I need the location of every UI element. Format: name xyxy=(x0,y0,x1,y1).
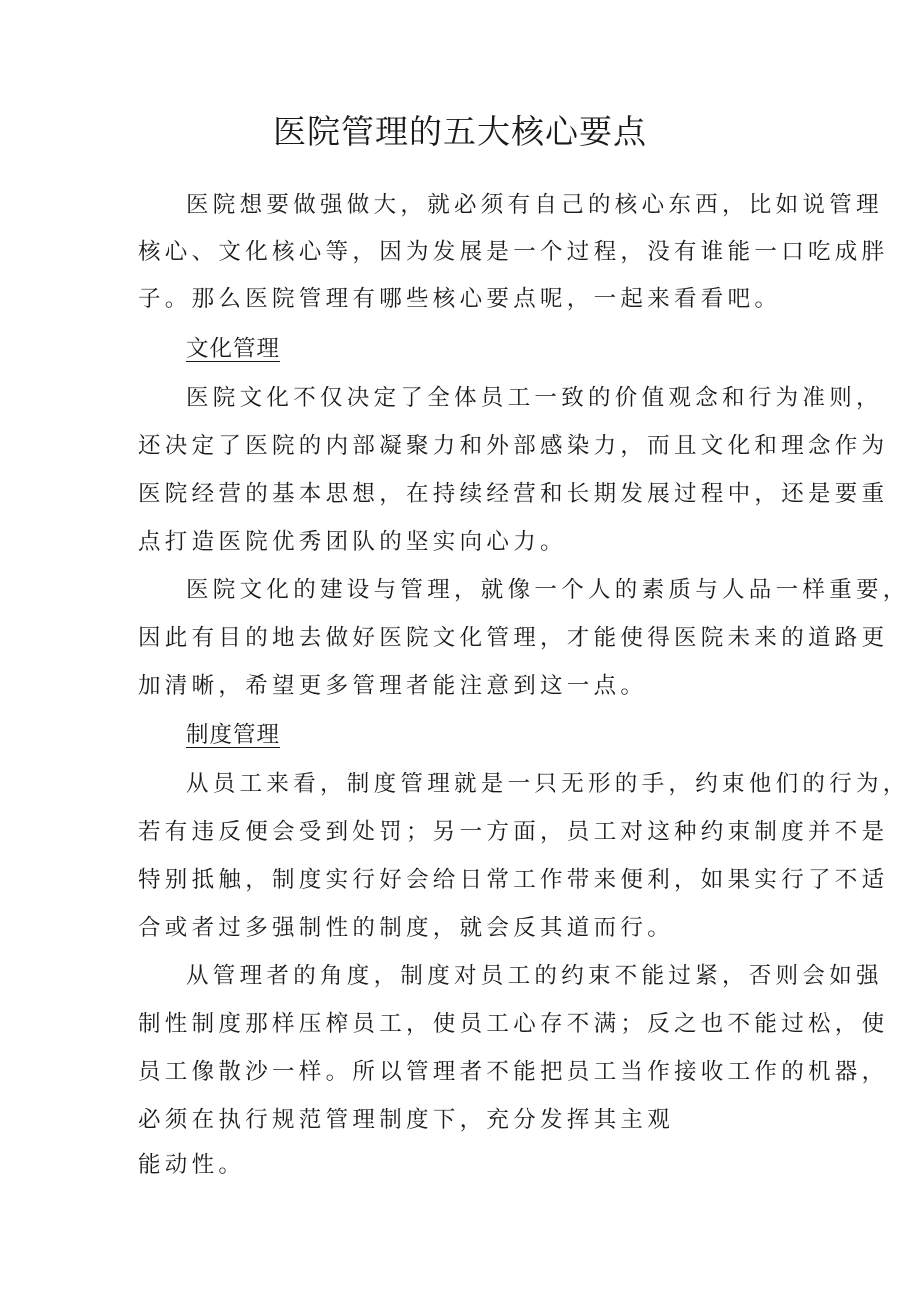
system-p2-line-5: 能动性。 xyxy=(138,1152,246,1178)
culture-p2-line-3: 加清晰，希望更多管理者能注意到这一点。 xyxy=(138,673,648,699)
intro-line-3: 子。那么医院管理有哪些核心要点呢，一起来看看吧。 xyxy=(138,286,782,312)
system-p1-line-1: 从员工来看，制度管理就是一只无形的手，约束他们的行为， xyxy=(186,771,910,797)
section-heading-system: 制度管理 xyxy=(186,722,281,748)
system-p2-line-2: 制性制度那样压榨员工，使员工心存不满；反之也不能过松，使 xyxy=(138,1011,889,1037)
culture-p2-line-2: 因此有目的地去做好医院文化管理，才能使得医院未来的道路更 xyxy=(138,625,889,651)
culture-p1-line-3: 医院经营的基本思想，在持续经营和长期发展过程中，还是要重 xyxy=(138,481,889,507)
system-p1-line-2: 若有违反便会受到处罚；另一方面，员工对这种约束制度并不是 xyxy=(138,819,889,845)
culture-p1-line-4: 点打造医院优秀团队的坚实向心力。 xyxy=(138,529,567,555)
system-p2-line-4: 必须在执行规范管理制度下，充分发挥其主观 xyxy=(138,1107,675,1133)
system-p1-line-3: 特别抵触，制度实行好会给日常工作带来便利，如果实行了不适 xyxy=(138,867,889,893)
document-title: 医院管理的五大核心要点 xyxy=(273,112,647,151)
system-p2-line-1: 从管理者的角度，制度对员工的约束不能过紧，否则会如强 xyxy=(186,963,883,989)
system-p2-line-3: 员工像散沙一样。所以管理者不能把员工当作接收工作的机器， xyxy=(138,1059,889,1085)
culture-p2-line-1: 医院文化的建设与管理，就像一个人的素质与人品一样重要， xyxy=(186,577,910,603)
culture-p1-line-2: 还决定了医院的内部凝聚力和外部感染力，而且文化和理念作为 xyxy=(138,433,889,459)
intro-line-2: 核心、文化核心等，因为发展是一个过程，没有谁能一口吃成胖 xyxy=(138,239,889,265)
intro-line-1: 医院想要做强做大，就必须有自己的核心东西，比如说管理 xyxy=(186,192,883,218)
section-heading-culture: 文化管理 xyxy=(186,336,281,362)
culture-p1-line-1: 医院文化不仅决定了全体员工一致的价值观念和行为准则， xyxy=(186,385,883,411)
system-p1-line-4: 合或者过多强制性的制度，就会反其道而行。 xyxy=(138,915,675,941)
